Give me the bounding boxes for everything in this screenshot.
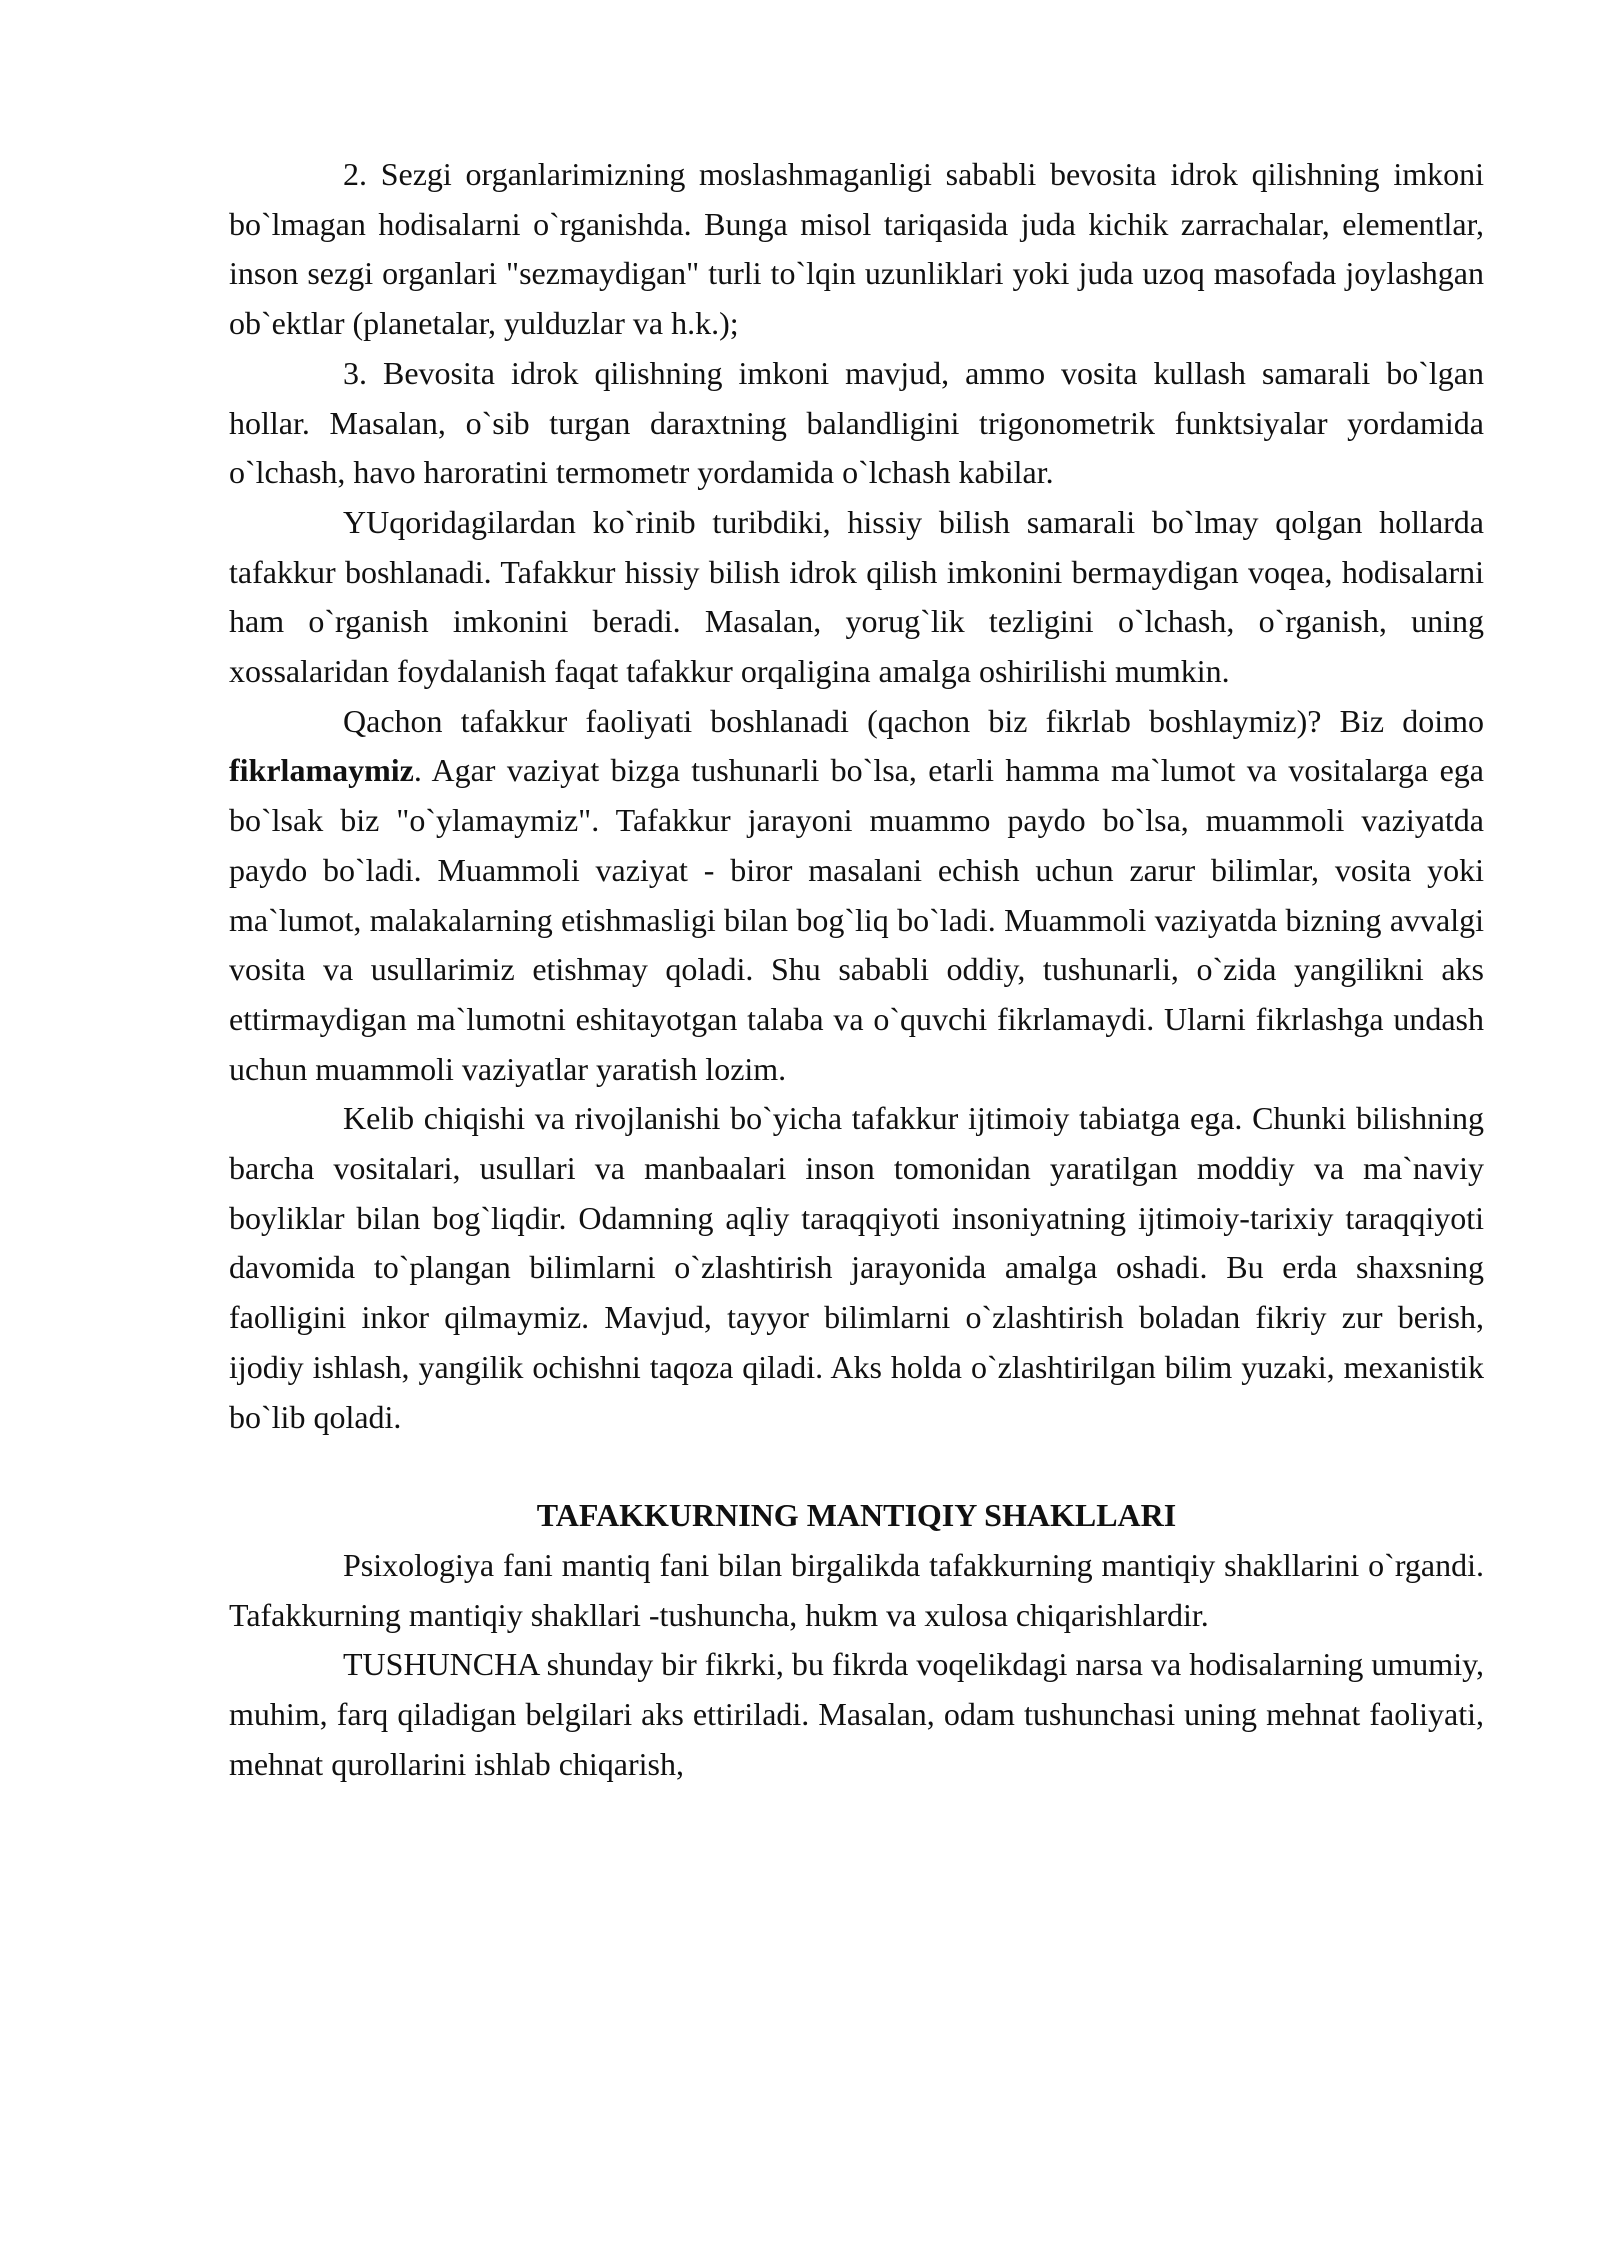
document-body [229, 150, 1484, 1790]
paragraph-concept: TUSHUNCHA shunday bir fikrki, bu fikrda voqelikdagi narsa va hodisalarning umumiy, muhim, farq qiladigan belgilari aks ettiriladi. Masalan, odam tushunchasi uning mehnat faoliyati, mehnat qurollarini ishlab chiqarish, [229, 1646, 1484, 1782]
paragraph-social-nature: Kelib chiqishi va rivojlanishi bo`yicha tafakkur ijtimoiy tabiatga ega. Chunki bilishning barcha vositalari, usullari va manbaalari inson tomonidan yaratilgan moddiy va ma`naviy boyliklar bilan bog`liqdir. Odamning aqliy taraqqiyoti insoniyatning ijtimoiy-tarixiy taraqqiyoti davomida to`plangan bilimlarni o`zlashtirish jarayonida amalga oshadi. Bu erda shaxsning faolligini inkor qilmaymiz. Mavjud, tayyor bilimlarni o`zlashtirish boladan fikriy zur berish, ijodiy ishlash, yangilik ochishni taqoza qiladi. Aks holda o`zlashtirilgan bilim yuzaki, mexanistik bo`lib qoladi. [229, 1100, 1484, 1435]
bold-term: fikrlamaymiz [229, 752, 414, 789]
section-heading: TAFAKKURNING MANTIQIY SHAKLLARI [536, 1497, 1177, 1534]
paragraph-text-end: . Agar vaziyat bizga tushunarli bo`lsa, etarli hamma ma`lumot va vositalarga ega bo`lsak biz "o`ylamaymiz". Tafakkur jarayoni muammo paydo bo`lsa, muammoli vaziyatda paydo bo`ladi. Muammoli vaziyat - biror masalani echish uchun zarur bilimlar, vosita yoki ma`lumot, malakalarning etishmasligi bilan bog`liq bo`ladi. Muammoli vaziyatda bizning avvalgi vosita va usullarimiz etishmay qoladi. Shu sababli oddiy, tushunarli, o`zida yangilikni aks ettirmaydigan ma`lumotni eshitayotgan talaba va o`quvchi fikrlamaydi. Ularni fikrlashga undash uchun muammoli vaziyatlar yaratish lozim. [229, 752, 1484, 1087]
paragraph-when-thinking-starts [229, 697, 1484, 1095]
paragraph-conclusion: YUqoridagilardan ko`rinib turibdiki, hissiy bilish samarali bo`lmay qolgan hollarda tafakkur boshlanadi. Tafakkur hissiy bilish idrok qilish imkonini bermaydigan voqea, hodisalarni ham o`rganish imkonini beradi. Masalan, yorug`lik tezligini o`lchash, o`rganish, uning xossalaridan foydalanish faqat tafakkur orqaligina amalga oshirilishi mumkin. [229, 503, 1484, 690]
paragraph-item-3: 3. Bevosita idrok qilishning imkoni mavjud, ammo vosita kullash samarali bo`lgan hollar. Masalan, o`sib turgan daraxtning balandligini trigonometrik funktsiyalar yordamida o`lchash, havo haroratini termometr yordamida o`lchash kabilar. [229, 354, 1484, 491]
paragraph-logical-forms: Psixologiya fani mantiq fani bilan birgalikda tafakkurning mantiqiy shakllarini o`rgandi. Tafakkurning mantiqiy shakllari -tushuncha, hukm va xulosa chiqarishlardir. [229, 1546, 1484, 1633]
paragraph-text-start: Qachon tafakkur faoliyati boshlanadi (qachon biz fikrlab boshlaymiz)? Biz doimo [343, 702, 1484, 739]
paragraph-item-2: 2. Sezgi organlarimizning moslashmaganligi sababli bevosita idrok qilishning imkoni bo`lmagan hodisalarni o`rganishda. Bunga misol tariqasida juda kichik zarrachalar, elementlar, inson sezgi organlari "sezmaydigan" turli to`lqin uzunliklari yoki juda uzoq masofada joylashgan ob`ektlar (planetalar, yulduzlar va h.k.); [229, 156, 1484, 342]
